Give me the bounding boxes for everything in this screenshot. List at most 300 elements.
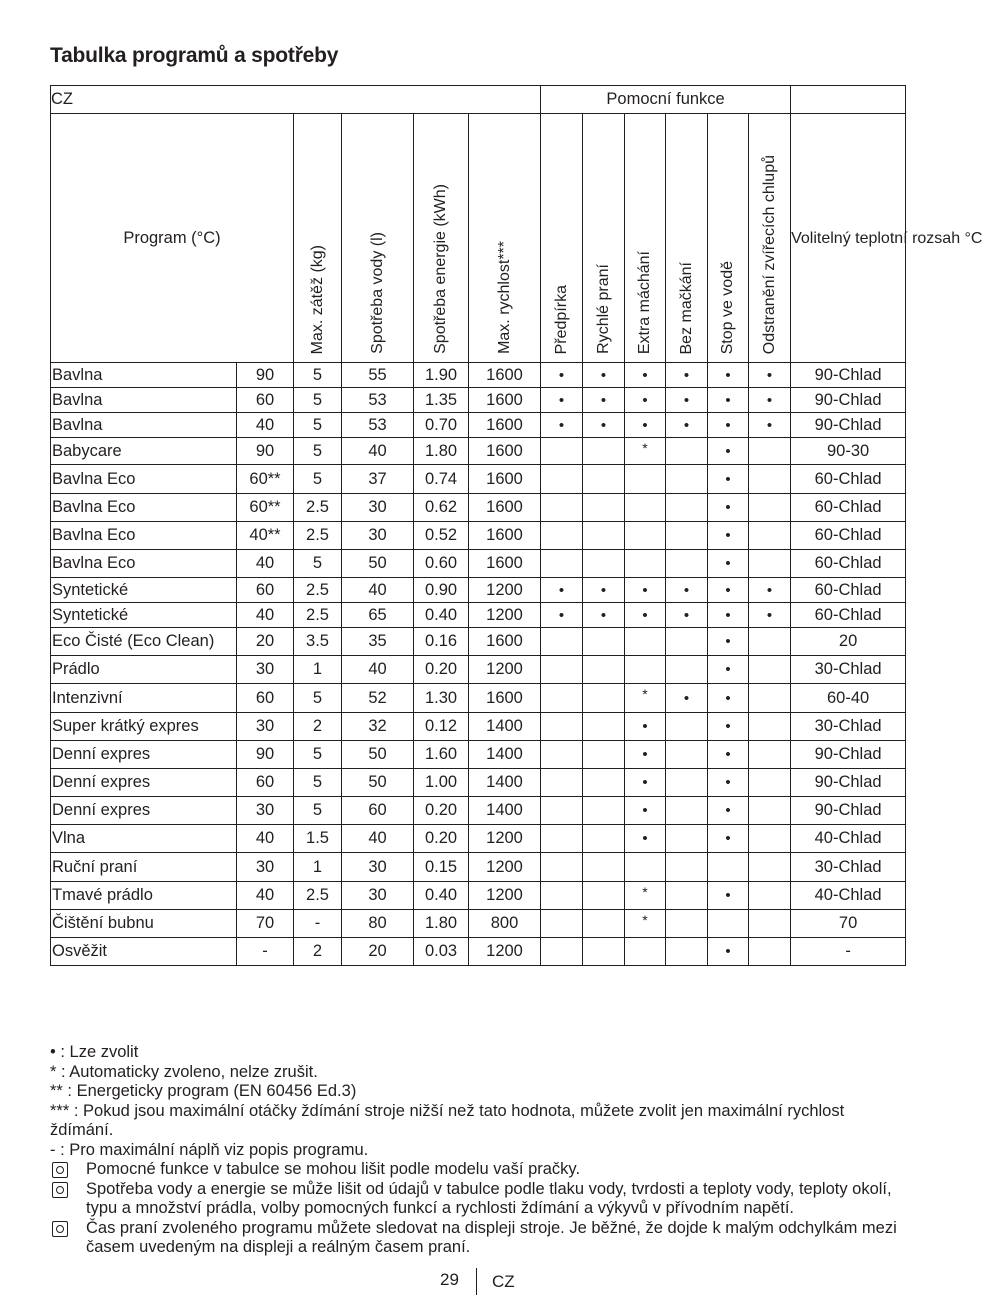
aux-function-cell: • — [583, 363, 625, 388]
aux-function-cell: • — [666, 578, 708, 603]
aux-function-cell — [541, 741, 583, 769]
legend-item: *** : Pokud jsou maximální otáčky ždímání stroje nižší než tato hodnota, můžete zvolit jen maximální rychlost ždímání. — [50, 1101, 845, 1139]
aux-function-cell: • — [708, 769, 749, 797]
aux-function-cell — [583, 769, 625, 797]
temp-range: 90-Chlad — [791, 769, 906, 797]
page-title: Tabulka programů a spotřeby — [50, 44, 339, 67]
energy-usage: 0.40 — [414, 882, 469, 910]
program-name: Bavlna Eco — [51, 522, 237, 550]
water-usage: 40 — [342, 438, 414, 465]
max-load: 5 — [294, 438, 342, 465]
max-speed: 1600 — [469, 438, 541, 465]
aux-function-cell — [749, 628, 791, 656]
aux-function-cell: • — [749, 388, 791, 413]
max-speed: 1600 — [469, 550, 541, 578]
aux-function-cell — [749, 494, 791, 522]
aux-function-cell — [625, 550, 666, 578]
aux-function-cell: • — [708, 656, 749, 684]
program-name: Bavlna Eco — [51, 465, 237, 494]
aux-function-cell — [666, 522, 708, 550]
water-usage: 60 — [342, 797, 414, 825]
func-header-pet-hair: Odstranění zvířecích chlupů — [749, 114, 791, 363]
aux-function-cell — [666, 656, 708, 684]
aux-function-cell — [666, 465, 708, 494]
temp-range: 90-Chlad — [791, 741, 906, 769]
max-load: 5 — [294, 413, 342, 438]
aux-function-cell: • — [708, 741, 749, 769]
max-speed: 800 — [469, 910, 541, 938]
water-usage: 40 — [342, 825, 414, 853]
table-row — [51, 853, 906, 882]
program-name: Syntetické — [51, 603, 237, 628]
aux-function-cell: • — [625, 797, 666, 825]
max-speed: 1200 — [469, 825, 541, 853]
info-note — [50, 1219, 910, 1258]
aux-function-cell — [583, 684, 625, 713]
water-usage: 50 — [342, 741, 414, 769]
aux-function-cell — [749, 465, 791, 494]
legend-item: • : Lze zvolit — [50, 1043, 139, 1061]
aux-function-cell: • — [541, 388, 583, 413]
aux-function-cell: • — [625, 363, 666, 388]
program-temp: 70 — [237, 910, 294, 938]
aux-function-cell — [625, 853, 666, 882]
aux-function-cell — [749, 741, 791, 769]
info-icon — [52, 1162, 68, 1178]
program-temp: 40 — [237, 825, 294, 853]
aux-function-cell — [749, 825, 791, 853]
aux-function-cell — [708, 853, 749, 882]
aux-function-cell — [541, 465, 583, 494]
table-row — [51, 494, 906, 522]
aux-function-cell — [583, 522, 625, 550]
energy-usage: 0.20 — [414, 825, 469, 853]
aux-function-cell: • — [625, 741, 666, 769]
program-temp: 60 — [237, 388, 294, 413]
max-load: 5 — [294, 550, 342, 578]
aux-function-cell: • — [583, 388, 625, 413]
aux-function-cell: • — [541, 603, 583, 628]
aux-function-cell: • — [583, 603, 625, 628]
water-usage: 50 — [342, 769, 414, 797]
aux-function-cell — [666, 882, 708, 910]
max-load: 5 — [294, 388, 342, 413]
water-usage: 40 — [342, 656, 414, 684]
aux-function-cell: • — [749, 603, 791, 628]
aux-function-cell — [749, 910, 791, 938]
aux-function-cell — [625, 938, 666, 966]
aux-function-cell: • — [708, 578, 749, 603]
aux-function-cell: • — [708, 628, 749, 656]
table-row — [51, 910, 906, 938]
aux-function-cell: • — [708, 363, 749, 388]
water-usage: 52 — [342, 684, 414, 713]
aux-function-cell — [541, 910, 583, 938]
temp-range-header: Volitelný teplotní rozsah °C — [791, 114, 906, 363]
aux-function-cell — [666, 741, 708, 769]
aux-function-cell — [541, 522, 583, 550]
aux-function-cell: • — [666, 603, 708, 628]
energy-usage: 0.20 — [414, 656, 469, 684]
program-temp: 60 — [237, 578, 294, 603]
program-temp: 30 — [237, 797, 294, 825]
max-load: 2 — [294, 938, 342, 966]
energy-usage: 1.30 — [414, 684, 469, 713]
max-load-header: Max. zátěž (kg) — [294, 114, 342, 363]
aux-function-cell — [625, 465, 666, 494]
temp-range: 60-Chlad — [791, 550, 906, 578]
table-row — [51, 388, 906, 413]
func-header-quick-wash: Rychlé praní — [583, 114, 625, 363]
temp-range: 60-40 — [791, 684, 906, 713]
program-temp: 40 — [237, 413, 294, 438]
aux-function-cell — [625, 656, 666, 684]
aux-function-cell: • — [708, 522, 749, 550]
legend-item: - : Pro maximální náplň viz popis programu. — [50, 1140, 369, 1159]
aux-function-cell — [749, 769, 791, 797]
table-row — [51, 438, 906, 465]
program-name: Bavlna Eco — [51, 550, 237, 578]
aux-function-cell: • — [666, 388, 708, 413]
aux-function-cell — [749, 797, 791, 825]
aux-function-cell — [666, 628, 708, 656]
aux-function-cell — [749, 550, 791, 578]
page-separator — [476, 1268, 477, 1295]
aux-function-cell — [541, 656, 583, 684]
aux-function-cell: * — [625, 882, 666, 910]
aux-function-cell: • — [708, 713, 749, 741]
aux-function-cell — [749, 882, 791, 910]
aux-function-cell — [708, 910, 749, 938]
program-temp: 30 — [237, 853, 294, 882]
program-temp: 30 — [237, 713, 294, 741]
program-temp: 40 — [237, 603, 294, 628]
table-row — [51, 656, 906, 684]
program-temp: - — [237, 938, 294, 966]
program-name: Denní expres — [51, 741, 237, 769]
temp-range: 70 — [791, 910, 906, 938]
country-label: CZ — [51, 86, 541, 114]
program-name: Bavlna — [51, 413, 237, 438]
aux-function-cell — [666, 910, 708, 938]
water-usage: 53 — [342, 413, 414, 438]
energy-usage: 0.60 — [414, 550, 469, 578]
aux-function-cell — [541, 825, 583, 853]
aux-function-cell — [541, 713, 583, 741]
max-speed: 1600 — [469, 494, 541, 522]
max-load: 1 — [294, 853, 342, 882]
aux-function-cell — [625, 494, 666, 522]
max-load: 3.5 — [294, 628, 342, 656]
program-table — [50, 85, 982, 966]
aux-function-cell — [583, 628, 625, 656]
aux-function-cell — [541, 882, 583, 910]
aux-function-cell: • — [541, 413, 583, 438]
aux-function-cell: • — [708, 938, 749, 966]
aux-function-cell: • — [625, 578, 666, 603]
program-temp: 40 — [237, 550, 294, 578]
aux-function-cell: • — [749, 363, 791, 388]
max-speed: 1400 — [469, 769, 541, 797]
water-usage: 40 — [342, 578, 414, 603]
temp-range: 90-30 — [791, 438, 906, 465]
max-load: 5 — [294, 465, 342, 494]
aux-function-cell: • — [708, 603, 749, 628]
table-row — [51, 938, 906, 966]
aux-function-cell — [625, 628, 666, 656]
aux-function-cell — [583, 494, 625, 522]
aux-function-cell: * — [625, 684, 666, 713]
aux-function-cell: * — [625, 438, 666, 465]
aux-function-cell — [541, 628, 583, 656]
aux-function-cell — [583, 910, 625, 938]
max-speed: 1600 — [469, 388, 541, 413]
energy-usage: 0.90 — [414, 578, 469, 603]
energy-usage: 1.90 — [414, 363, 469, 388]
legend-item: * : Automaticky zvoleno, nelze zrušit. — [50, 1062, 318, 1081]
program-name: Tmavé prádlo — [51, 882, 237, 910]
water-usage: 30 — [342, 494, 414, 522]
aux-function-cell: • — [625, 825, 666, 853]
table-row — [51, 363, 906, 388]
temp-range: 60-Chlad — [791, 578, 906, 603]
aux-function-cell: • — [583, 413, 625, 438]
aux-function-cell: • — [541, 363, 583, 388]
table-row — [51, 769, 906, 797]
aux-function-cell — [583, 797, 625, 825]
temp-range: 60-Chlad — [791, 603, 906, 628]
max-load: 2.5 — [294, 578, 342, 603]
table-row — [51, 684, 906, 713]
program-temp: 90 — [237, 363, 294, 388]
aux-function-cell — [749, 684, 791, 713]
water-usage: 20 — [342, 938, 414, 966]
aux-function-cell — [541, 494, 583, 522]
aux-function-cell: • — [708, 438, 749, 465]
aux-function-cell: • — [666, 363, 708, 388]
aux-function-cell — [541, 797, 583, 825]
func-header-prewash: Předpírka — [541, 114, 583, 363]
max-speed: 1200 — [469, 656, 541, 684]
aux-function-cell: • — [708, 465, 749, 494]
program-header: Program (°C) — [51, 114, 294, 363]
max-load: 2.5 — [294, 882, 342, 910]
aux-function-cell — [666, 853, 708, 882]
max-load: 5 — [294, 769, 342, 797]
table-row — [51, 603, 906, 628]
max-speed: 1600 — [469, 413, 541, 438]
water-usage: 35 — [342, 628, 414, 656]
aux-function-cell: • — [625, 388, 666, 413]
program-temp: 30 — [237, 656, 294, 684]
program-name: Intenzivní — [51, 684, 237, 713]
program-name: Denní expres — [51, 797, 237, 825]
empty-header-cell — [791, 86, 906, 114]
aux-function-cell: • — [708, 388, 749, 413]
aux-function-cell — [666, 769, 708, 797]
aux-function-cell — [666, 797, 708, 825]
temp-range: 30-Chlad — [791, 713, 906, 741]
aux-function-cell — [749, 656, 791, 684]
info-icon — [52, 1182, 68, 1198]
energy-usage: 1.35 — [414, 388, 469, 413]
aux-function-cell — [666, 438, 708, 465]
max-load: 2.5 — [294, 494, 342, 522]
temp-range: 40-Chlad — [791, 825, 906, 853]
program-name: Syntetické — [51, 578, 237, 603]
temp-range: 30-Chlad — [791, 853, 906, 882]
energy-usage: 0.70 — [414, 413, 469, 438]
water-usage: 32 — [342, 713, 414, 741]
aux-function-cell — [666, 938, 708, 966]
energy-usage: 1.00 — [414, 769, 469, 797]
max-speed: 1200 — [469, 603, 541, 628]
info-icon — [52, 1221, 68, 1237]
program-name: Denní expres — [51, 769, 237, 797]
program-temp: 60** — [237, 465, 294, 494]
program-temp: 60** — [237, 494, 294, 522]
energy-usage: 0.12 — [414, 713, 469, 741]
program-name: Ruční praní — [51, 853, 237, 882]
aux-function-cell: • — [583, 578, 625, 603]
max-speed: 1600 — [469, 363, 541, 388]
aux-function-cell: • — [708, 684, 749, 713]
energy-usage: 0.40 — [414, 603, 469, 628]
func-header-extra-rinse: Extra máchání — [625, 114, 666, 363]
page-number: 29 — [440, 1270, 459, 1289]
table-row — [51, 578, 906, 603]
program-temp: 90 — [237, 438, 294, 465]
temp-range: 90-Chlad — [791, 388, 906, 413]
temp-range: 90-Chlad — [791, 797, 906, 825]
max-load: 5 — [294, 363, 342, 388]
max-speed: 1600 — [469, 628, 541, 656]
table-row — [51, 797, 906, 825]
aux-function-cell — [666, 713, 708, 741]
aux-function-cell: • — [708, 882, 749, 910]
max-speed: 1400 — [469, 797, 541, 825]
water-usage: 55 — [342, 363, 414, 388]
program-name: Bavlna — [51, 363, 237, 388]
table-row — [51, 882, 906, 910]
aux-function-cell — [583, 853, 625, 882]
program-name: Bavlna — [51, 388, 237, 413]
max-speed: 1600 — [469, 522, 541, 550]
program-name: Bavlna Eco — [51, 494, 237, 522]
aux-function-cell — [583, 938, 625, 966]
table-row — [51, 413, 906, 438]
energy-usage: 1.80 — [414, 910, 469, 938]
aux-function-cell — [666, 825, 708, 853]
table-row — [51, 465, 906, 494]
aux-function-cell: • — [625, 413, 666, 438]
max-load: 1 — [294, 656, 342, 684]
func-header-rinse-hold: Stop ve vodě — [708, 114, 749, 363]
table-row — [51, 713, 906, 741]
aux-function-cell: • — [708, 413, 749, 438]
table-row — [51, 825, 906, 853]
program-name: Eco Čisté (Eco Clean) — [51, 628, 237, 656]
aux-function-cell: • — [541, 578, 583, 603]
energy-usage: 0.15 — [414, 853, 469, 882]
max-speed: 1600 — [469, 684, 541, 713]
func-header-no-crease: Bez mačkání — [666, 114, 708, 363]
energy-usage: 0.52 — [414, 522, 469, 550]
water-usage: 50 — [342, 550, 414, 578]
aux-function-cell — [583, 825, 625, 853]
program-temp: 20 — [237, 628, 294, 656]
temp-range: 40-Chlad — [791, 882, 906, 910]
energy-usage: 0.74 — [414, 465, 469, 494]
max-speed: 1400 — [469, 713, 541, 741]
aux-function-cell — [749, 438, 791, 465]
energy-usage: 0.16 — [414, 628, 469, 656]
energy-usage: 0.20 — [414, 797, 469, 825]
water-usage: 80 — [342, 910, 414, 938]
water-usage: 30 — [342, 853, 414, 882]
aux-function-cell — [583, 438, 625, 465]
aux-function-cell: * — [625, 910, 666, 938]
temp-range: 20 — [791, 628, 906, 656]
temp-range: 90-Chlad — [791, 413, 906, 438]
aux-function-cell: • — [749, 413, 791, 438]
max-speed: 1200 — [469, 882, 541, 910]
aux-function-cell: • — [708, 825, 749, 853]
max-speed: 1400 — [469, 741, 541, 769]
aux-function-cell: • — [625, 769, 666, 797]
table-row — [51, 550, 906, 578]
table-row — [51, 741, 906, 769]
info-note — [50, 1180, 910, 1219]
aux-function-cell: • — [666, 413, 708, 438]
max-speed: 1200 — [469, 853, 541, 882]
aux-function-cell — [749, 853, 791, 882]
program-temp: 40** — [237, 522, 294, 550]
water-usage: 37 — [342, 465, 414, 494]
aux-function-cell — [583, 465, 625, 494]
max-load: 2.5 — [294, 603, 342, 628]
program-name: Babycare — [51, 438, 237, 465]
temp-range: - — [791, 938, 906, 966]
aux-function-cell — [541, 684, 583, 713]
max-load: 5 — [294, 684, 342, 713]
info-note-text: Pomocné funkce v tabulce se mohou lišit podle modelu vaší pračky. — [86, 1160, 581, 1178]
program-name: Čištění bubnu — [51, 910, 237, 938]
aux-function-cell — [541, 550, 583, 578]
max-load: - — [294, 910, 342, 938]
max-load: 5 — [294, 741, 342, 769]
energy-usage: 1.60 — [414, 741, 469, 769]
max-load: 1.5 — [294, 825, 342, 853]
info-note-text: Spotřeba vody a energie se může lišit od údajů v tabulce podle tlaku vody, tvrdosti a teploty vody, teploty okolí, typu a množství prádla, volby pomocných funkcí a rychlosti ždímání a výkyvů v přívodním napětí. — [86, 1179, 892, 1217]
program-temp: 90 — [237, 741, 294, 769]
water-header: Spotřeba vody (l) — [342, 114, 414, 363]
aux-function-cell — [583, 550, 625, 578]
program-name: Osvěžit — [51, 938, 237, 966]
program-name: Prádlo — [51, 656, 237, 684]
aux-function-cell: • — [708, 550, 749, 578]
max-speed: 1600 — [469, 465, 541, 494]
aux-function-cell — [666, 494, 708, 522]
max-load: 2.5 — [294, 522, 342, 550]
aux-function-cell: • — [708, 494, 749, 522]
aux-function-cell: • — [666, 684, 708, 713]
temp-range: 30-Chlad — [791, 656, 906, 684]
aux-function-cell — [541, 438, 583, 465]
max-speed-header: Max. rychlost*** — [469, 114, 541, 363]
aux-function-cell — [583, 741, 625, 769]
aux-function-cell: • — [708, 797, 749, 825]
